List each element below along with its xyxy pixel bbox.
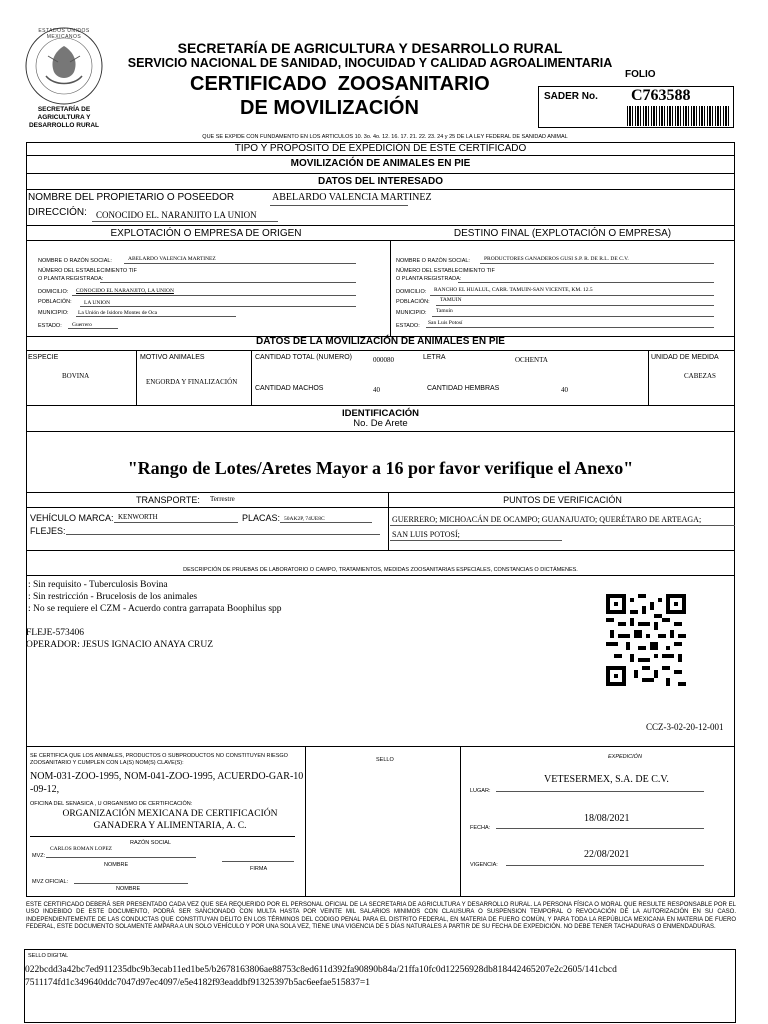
servicio-title: SERVICIO NACIONAL DE SANIDAD, INOCUIDAD Y CALIDAD AGROALIMENTARIA [127,56,613,70]
machos-value: 40 [373,386,380,394]
origen-estado: Guerrero [72,322,92,328]
sello-digital-box [24,949,736,1023]
puntos-line2: SAN LUIS POTOSÍ; [392,530,460,539]
origen-razon-social: ABELARDO VALENCIA MARTINEZ [128,256,216,262]
origen-municipio: La Unión de Isidoro Montes de Oca [78,310,158,316]
codigo-ccz: CCZ-3-02-20-12-001 [646,722,724,732]
origen-razon-social-label: NOMBRE O RAZÓN SOCIAL: [38,258,112,264]
section-datos-movilizacion: DATOS DE LA MOVILIZACIÓN DE ANIMALES EN PIE [256,336,505,347]
fundamento-text: QUE SE EXPIDE CON FUNDAMENTO EN LOS ARTICULOS 10. 3o. 4o. 12. 16. 17. 21. 22. 23. 24 y 25 DE LA LEY FEDERAL DE SANIDAD ANIMAL [202,134,568,140]
sello-digital-line2: 7511174fd1c349640ddc7047d97ec4097/e5e4182f93eaddbf91325397b5ac6eefae515837=1 [25,978,370,988]
mvz-label: MVZ: [32,853,46,859]
section-movilizacion: MOVILIZACIÓN DE ANIMALES EN PIE [290,158,471,169]
nombre-label-2: NOMBRE [116,886,141,892]
nombre-label: NOMBRE [104,862,129,868]
mvz-value: CARLOS ROMAN LOPEZ [50,846,113,852]
destino-poblacion: TAMUIN [440,297,462,303]
puntos-label: PUNTOS DE VERIFICACIÓN [503,495,622,505]
mvz-oficial-label: MVZ OFICIAL: [32,879,69,885]
certifica-text: SE CERTIFICA QUE LOS ANIMALES, PRODUCTOS O SUBPRODUCTOS NO CONSTITUYEN RIESGO ZOOSANITARIO Y CUMPLEN CON LA(S) NOM(S) CLAVE(S): [30,753,288,766]
fecha-value: 18/08/2021 [584,813,630,824]
destino-estado-label: ESTADO: [396,323,420,329]
destino-poblacion-label: POBLACIÓN: [396,299,430,305]
sello-digital-label: SELLO DIGITAL [28,953,69,959]
prueba-line: : Sin requisito - Tuberculosis Bovina [28,580,168,590]
placas-value: 50AK2P, 74UE8C [284,516,325,522]
transporte-label: TRANSPORTE: [136,495,200,505]
section-destino: DESTINO FINAL (EXPLOTACIÓN O EMPRESA) [453,228,672,239]
motivo-label: MOTIVO ANIMALES [140,354,205,361]
arete-message: "Rango de Lotes/Aretes Mayor a 16 por favor verifique el Anexo" [127,458,634,478]
section-tipo: TIPO Y PROPÓSITO DE EXPEDICIÓN DE ESTE CERTIFICADO [234,143,527,154]
puntos-line1: GUERRERO; MICHOACÁN DE OCAMPO; GUANAJUATO; QUERÉTARO DE ARTEAGA; [392,515,702,524]
letra-label: LETRA [423,354,446,361]
unidad-value: CABEZAS [684,372,716,380]
certificate-title: CERTIFICADO ZOOSANITARIO [190,73,490,95]
section-origen: EXPLOTACIÓN O EMPRESA DE ORIGEN [110,228,302,239]
sello-label: SELLO [376,757,394,763]
pruebas-title: DESCRIPCIÓN DE PRUEBAS DE LABORATORIO O CAMPO, TRATAMIENTOS, MEDIDAS ZOOSANITARIAS ESPECIALES, CONSTANCIAS O DICTÁMENES. [183,567,578,573]
destino-municipio-label: MUNICIPIO: [396,310,427,316]
destino-domicilio: RANCHO EL HUALUL, CARR. TAMUIN-SAN VICENTE, KM. 12.5 [434,287,593,293]
unidad-label: UNIDAD DE MEDIDA [651,354,719,361]
agency-line: SECRETARÍA DE [37,106,91,113]
direccion-label: DIRECCIÓN: [28,207,87,218]
especie-value: BOVINA [62,372,90,380]
cantidad-total-value: 000080 [373,356,394,364]
oficina-line2: GANADERA Y ALIMENTARIA, A. C. [93,821,247,831]
propietario-label: NOMBRE DEL PROPIETARIO O POSEEDOR [28,192,235,203]
certificate-subtitle: DE MOVILIZACIÓN [240,97,419,119]
no-arete-label: No. De Arete [353,418,408,429]
destino-municipio: Tamuín [436,308,453,314]
cantidad-total-label: CANTIDAD TOTAL (NUMERO) [255,354,352,361]
motivo-value: ENGORDA Y FINALIZACIÓN [146,378,238,386]
firma-label: FIRMA [250,866,268,872]
agency-line: AGRICULTURA Y [37,114,91,121]
secretaria-title: SECRETARÍA DE AGRICULTURA Y DESARROLLO RURAL [177,40,563,56]
destino-razon-social: PRODUCTORES GANADEROS GUSI S.P. R. DE R.L. DE C.V. [484,256,629,262]
noms-line1: NOM-031-ZOO-1995, NOM-041-ZOO-1995, ACUERDO-GAR-10 [30,771,304,782]
origen-poblacion: LA UNION [84,300,111,306]
vigencia-value: 22/08/2021 [584,849,630,860]
oficina-label: OFICINA DEL SENASICA , U ORGANISMO DE CERTIFICACIÓN: [30,801,193,807]
prueba-line: : Sin restricción - Brucelosis de los animales [28,592,198,602]
lugar-label: LUGAR: [470,788,491,794]
origen-poblacion-label: POBLACIÓN: [38,299,72,305]
flejes-label: FLEJES: [30,526,66,536]
vigencia-label: VIGENCIA: [470,862,498,868]
folio-label: FOLIO [625,69,656,80]
agency-line: DESARROLLO RURAL [28,122,100,129]
sader-label: SADER No. [544,91,598,102]
barcode [627,106,731,126]
machos-label: CANTIDAD MACHOS [255,385,324,392]
noms-line2: -09-12, [30,784,60,795]
placas-label: PLACAS: [242,513,281,523]
lugar-value: VETESERMEX, S.A. DE C.V. [544,774,669,785]
destino-razon-social-label: NOMBRE O RAZÓN SOCIAL: [396,258,470,264]
propietario-value: ABELARDO VALENCIA MARTINEZ [272,192,432,203]
origen-municipio-label: MUNICIPIO: [38,310,69,316]
origen-domicilio-label: DOMICILIO: [38,289,69,295]
folio-box [538,86,734,128]
sello-digital-line1: 022bcdd3a42bc7ed911235dbc9b3ecab11ed1be5/b2678163806ae88753c8ed611d392fa90890b84a/21ffa10fc0d12256928db818442465207e2c2605/141cbcd [25,965,617,975]
fleje-text: FLEJE-573406 [26,628,85,638]
fecha-label: FECHA: [470,825,491,831]
seal-text: ESTADOS UNIDOS MEXICANOS [38,28,90,40]
destino-tif-label: NÚMERO DEL ESTABLECIMIENTO TIF [396,268,495,274]
qr-code [606,594,686,686]
hembras-label: CANTIDAD HEMBRAS [427,385,500,392]
section-identificacion: IDENTIFICACIÓN [341,408,420,419]
oficina-line1: ORGANIZACIÓN MEXICANA DE CERTIFICACIÓN [62,809,278,819]
agency-label [14,106,114,130]
marca-label: VEHÍCULO MARCA: [30,513,114,523]
destino-tif-label2: O PLANTA REGISTRADA: [396,276,462,282]
hembras-value: 40 [561,386,568,394]
origen-tif-label2: O PLANTA REGISTRADA: [38,276,104,282]
destino-domicilio-label: DOMICILIO: [396,289,427,295]
letra-value: OCHENTA [515,356,548,364]
origen-domicilio: CONOCIDO EL NARANJITO, LA UNION [76,288,174,294]
especie-label: ESPECIE [28,354,59,361]
origen-estado-label: ESTADO: [38,323,62,329]
marca-value: KENWORTH [118,513,158,521]
destino-estado: San Luis Potosí [428,320,463,326]
expedicion-title: EXPEDICIÓN [608,754,642,760]
origen-tif-label: NÚMERO DEL ESTABLECIMIENTO TIF [38,268,137,274]
section-datos-interesado: DATOS DEL INTERESADO [317,176,443,187]
legal-text: ESTE CERTIFICADO DEBERÁ SER PRESENTADO CADA VEZ QUE SEA REQUERIDO POR EL PERSONAL OFICIAL DE LA SECRETARIA DE AGRICULTURA Y DESARROLLO RURAL. LA PERSONA FÍSICA O MORAL QUE RESULTE RESPONSABLE POR EL USO INDEBIDO DE ESTE DOCUMENTO, PODRÁ SER SANCIONADO CON MULTA HASTA POR VEINTE MIL SALARIOS MINIMOS CON CLAUSURA O SUSPENSION TEMPORAL O REVOCACIÓN DE LA AUTORIZACIÓN EN SU CASO. INDEPENDIENTEMENTE DE LAS CONDUCTAS QUE CONSTITUYAN DELITO EN LOS TÉRMINOS DEL CODIGO PENAL PARA EL DISTRITO FEDERAL, EN MATERIA DE FUERO COMÚN, Y PARA TODA LA REPÚBLICA MEXICANA EN MATERIA DE FUERO FEDERAL, ESTE DOCUMENTO SOLAMENTE AMPARA A UN SOLO VEHÍCULO Y POR UNA SOLA VEZ, TIENE UNA VIGENCIA DE 5 DÍAS NATURALES A PARTIR DE SU FECHA DE EXPEDICIÓN. NO DEBE TENER TACHADURAS O ENMENDADURAS. [26,902,736,930]
folio-number: C763588 [631,87,691,104]
operador-text: OPERADOR: JESUS IGNACIO ANAYA CRUZ [26,640,214,650]
direccion-value: CONOCIDO EL. NARANJITO LA UNION [96,210,257,220]
transporte-value: Terrestre [210,495,235,503]
prueba-line: : No se requiere el CZM - Acuerdo contra garrapata Boophilus spp [28,604,282,614]
razon-social-label: RAZÓN SOCIAL [130,840,171,846]
